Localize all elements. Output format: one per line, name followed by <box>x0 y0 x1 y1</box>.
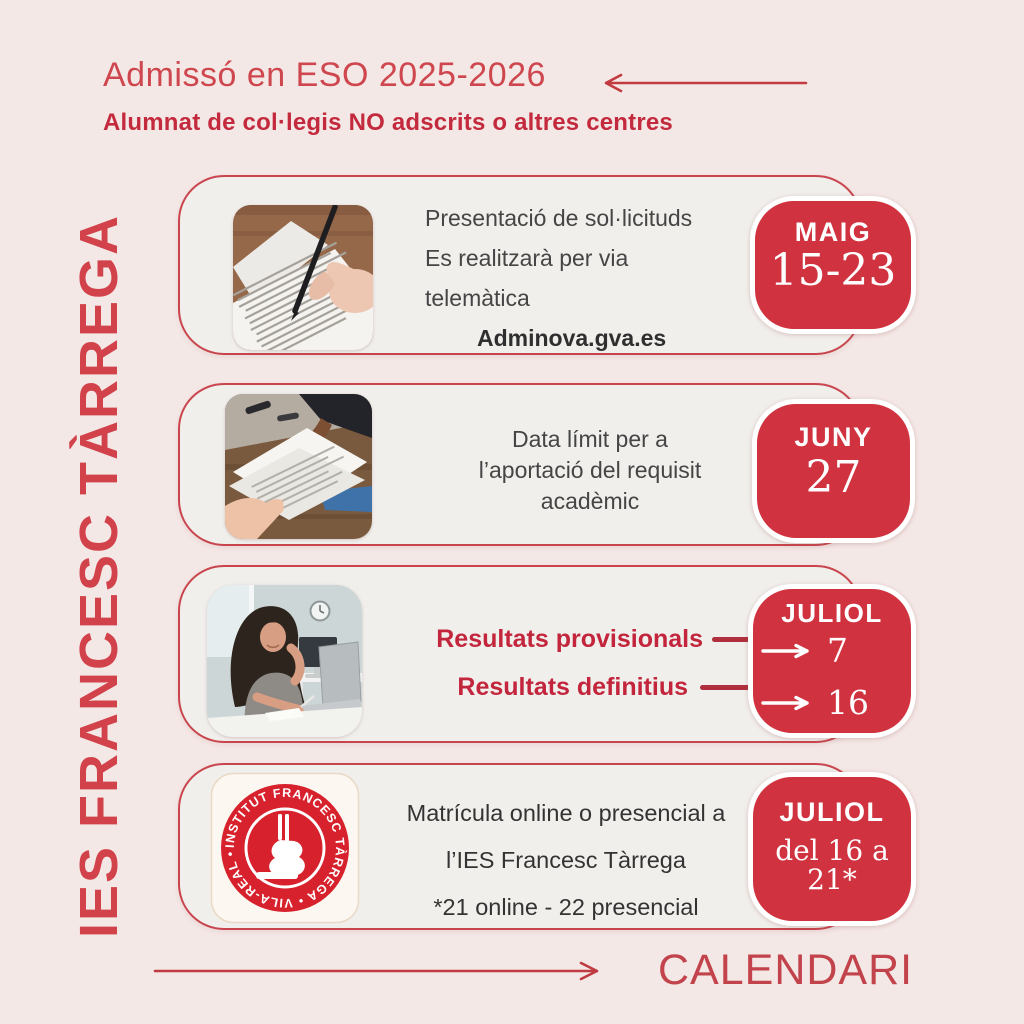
page-title: Admissó en ESO 2025-2026 <box>103 56 546 94</box>
card4-text <box>378 790 754 931</box>
date-badge-juny <box>752 399 915 543</box>
handing-documents-photo <box>225 394 372 539</box>
badge-dates: del 16 a 21* <box>775 834 889 897</box>
badge-date: 16 <box>827 683 869 722</box>
badge-dates: 15-23 <box>769 245 897 296</box>
right-arrow-icon <box>761 695 819 711</box>
right-arrow-icon <box>150 958 620 984</box>
card2-line: Data límit per a <box>512 426 668 452</box>
resultats-provisionals-label: Resultats provisionals <box>436 625 703 653</box>
badge-date-row <box>753 683 869 722</box>
badge-date: 7 <box>827 631 848 670</box>
calendari-label: CALENDARI <box>658 946 914 994</box>
card1-line: Es realitzarà per via <box>425 245 629 271</box>
logo-ring-text: INSTITUT FRANCESC TÀRREGA • VILA-REAL • <box>222 785 348 911</box>
badge-month: JULIOL <box>781 598 883 628</box>
page-subtitle: Alumnat de col·legis NO adscrits o altres centres <box>103 109 673 136</box>
card1-text <box>425 198 755 358</box>
resultats-definitius-label: Resultats definitius <box>457 673 688 701</box>
badge-date-row <box>753 631 848 670</box>
badge-dates: 27 <box>805 452 862 503</box>
date-badge-maig <box>750 196 916 334</box>
card2-line: l’aportació del requisit <box>478 457 702 483</box>
adminova-link-text: Adminova.gva.es <box>477 325 667 351</box>
card1-line: telemàtica <box>425 285 530 311</box>
hand-signing-documents-photo <box>233 205 373 350</box>
student-at-desk-photo <box>207 585 362 737</box>
badge-month: MAIG <box>794 217 872 247</box>
card2-line: acadèmic <box>540 488 640 514</box>
card2-text <box>423 424 757 517</box>
card1-line: Presentació de sol·licituds <box>425 205 693 231</box>
card4-line: l’IES Francesc Tàrrega <box>446 847 686 873</box>
card4-line: Matrícula online o presencial a <box>406 800 726 826</box>
card4-line: *21 online - 22 presencial <box>433 894 699 920</box>
ies-francesc-tarrega-logo <box>210 772 360 924</box>
date-badge-juliol-matricula <box>748 772 916 926</box>
left-arrow-icon <box>596 70 812 96</box>
badge-month: JUNY <box>794 422 873 452</box>
date-badge-juliol-resultats <box>748 584 916 738</box>
vertical-institute-title: IES FRANCESC TÀRREGA <box>69 213 129 938</box>
right-arrow-icon <box>761 643 819 659</box>
badge-month: JULIOL <box>779 797 885 827</box>
